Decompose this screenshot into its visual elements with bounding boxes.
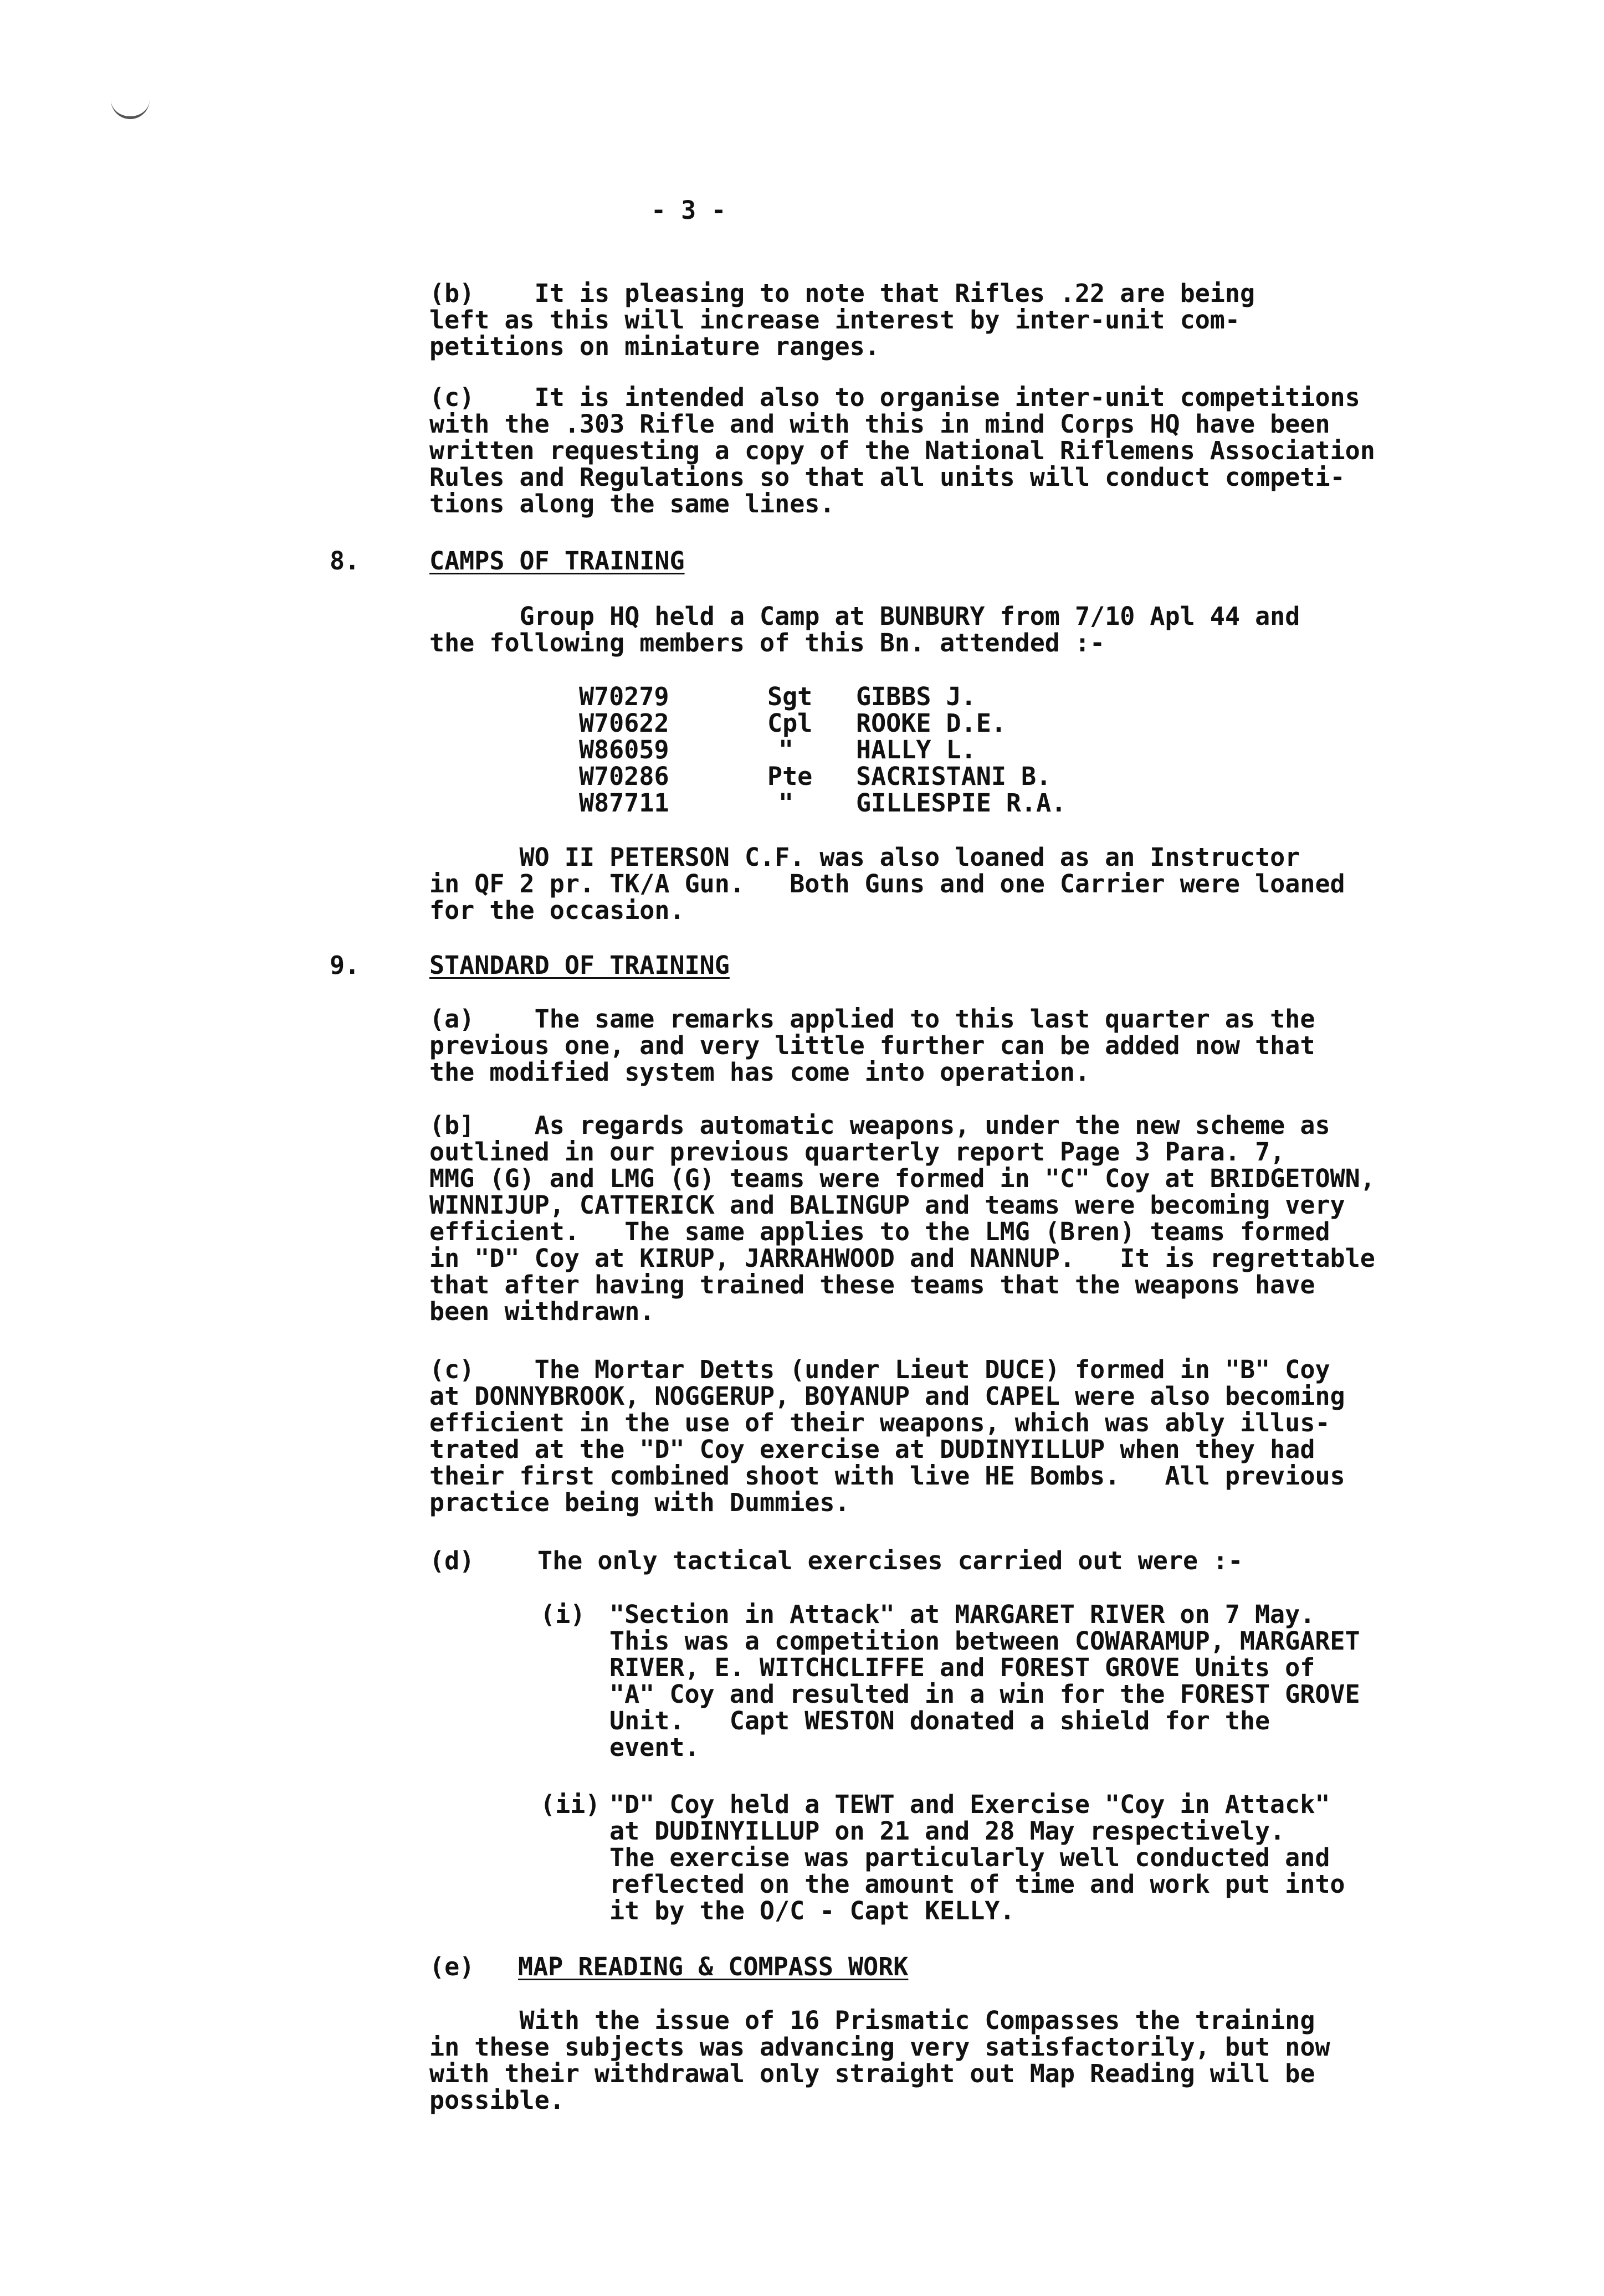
- service-number: W86059: [579, 735, 669, 764]
- text-line: left as this will increase interest by inter-unit com-: [429, 305, 1240, 335]
- text-line: (c) The Mortar Detts (under Lieut DUCE) formed in "B" Coy: [429, 1355, 1330, 1384]
- text-line: the following members of this Bn. attended :-: [429, 628, 1105, 658]
- text-line: Rules and Regulations so that all units will conduct competi-: [429, 463, 1345, 492]
- text-line: event.: [609, 1733, 700, 1762]
- text-line: in QF 2 pr. TK/A Gun. Both Guns and one Carrier were loaned: [429, 869, 1345, 898]
- text-line: been withdrawn.: [429, 1297, 655, 1326]
- text-line: for the occasion.: [429, 896, 685, 925]
- text-line: petitions on miniature ranges.: [429, 332, 880, 361]
- text-line: in "D" Coy at KIRUP, JARRAHWOOD and NANNUP. It is regrettable: [429, 1244, 1375, 1273]
- rank: ": [778, 735, 794, 764]
- text-line: Unit. Capt WESTON donated a shield for the: [609, 1706, 1270, 1735]
- text-line: "A" Coy and resulted in a win for the FOREST GROVE: [609, 1679, 1360, 1709]
- rank: Cpl: [767, 708, 813, 738]
- text-line: at DUDINYILLUP on 21 and 28 May respectively.: [609, 1816, 1285, 1846]
- item-label: (e): [429, 1952, 475, 1981]
- rank: Sgt: [767, 682, 813, 711]
- service-number: W70279: [579, 682, 669, 711]
- text-line: it by the O/C - Capt KELLY.: [609, 1896, 1015, 1925]
- section-number-9: 9.: [330, 951, 360, 980]
- text-line: efficient in the use of their weapons, which was ably illus-: [429, 1408, 1330, 1437]
- section-heading-standard: STANDARD OF TRAINING: [429, 951, 730, 980]
- text-line: (b] As regards automatic weapons, under the new scheme as: [429, 1111, 1330, 1140]
- text-line: RIVER, E. WITCHCLIFFE and FOREST GROVE Units of: [609, 1653, 1315, 1682]
- text-line: efficient. The same applies to the LMG (Bren) teams formed: [429, 1217, 1330, 1246]
- member-name: GILLESPIE R.A.: [856, 788, 1067, 818]
- text-line: reflected on the amount of time and work put into: [609, 1869, 1345, 1899]
- rank: Pte: [767, 762, 813, 791]
- section-heading-camps: CAMPS OF TRAINING: [429, 546, 685, 576]
- text-line: (c) It is intended also to organise inter-unit competitions: [429, 383, 1360, 412]
- service-number: W87711: [579, 788, 669, 818]
- text-line: written requesting a copy of the National Riflemens Association: [429, 436, 1375, 465]
- text-line: previous one, and very little further can be added now that: [429, 1031, 1315, 1060]
- member-name: HALLY L.: [856, 735, 976, 764]
- text-line: Group HQ held a Camp at BUNBURY from 7/10 Apl 44 and: [429, 602, 1300, 631]
- text-line: This was a competition between COWARAMUP, MARGARET: [609, 1626, 1360, 1656]
- rank: ": [778, 788, 794, 818]
- text-line: outlined in our previous quarterly report Page 3 Para. 7,: [429, 1137, 1285, 1167]
- subsection-heading-map-reading: MAP READING & COMPASS WORK: [518, 1952, 909, 1981]
- member-name: GIBBS J.: [856, 682, 976, 711]
- text-line: that after having trained these teams that the weapons have: [429, 1270, 1315, 1299]
- text-line: With the issue of 16 Prismatic Compasses the training: [429, 2006, 1315, 2035]
- text-line: The only tactical exercises carried out were :-: [537, 1546, 1243, 1575]
- item-label: (d): [429, 1546, 475, 1575]
- text-line: possible.: [429, 2086, 565, 2115]
- text-line: (a) The same remarks applied to this last quarter as the: [429, 1004, 1315, 1034]
- text-line: (b) It is pleasing to note that Rifles .22 are being: [429, 279, 1255, 308]
- section-number-8: 8.: [330, 546, 360, 576]
- punch-hole-mark: [111, 78, 150, 119]
- text-line: WINNIJUP, CATTERICK and BALINGUP and teams were becoming very: [429, 1190, 1345, 1220]
- text-line: "D" Coy held a TEWT and Exercise "Coy in Attack": [609, 1790, 1330, 1819]
- text-line: "Section in Attack" at MARGARET RIVER on 7 May.: [609, 1600, 1315, 1629]
- service-number: W70286: [579, 762, 669, 791]
- text-line: with the .303 Rifle and with this in mind Corps HQ have been: [429, 409, 1330, 439]
- text-line: MMG (G) and LMG (G) teams were formed in "C" Coy at BRIDGETOWN,: [429, 1164, 1375, 1193]
- text-line: at DONNYBROOK, NOGGERUP, BOYANUP and CAPEL were also becoming: [429, 1381, 1345, 1411]
- item-label: (ii): [540, 1790, 601, 1819]
- text-line: the modified system has come into operation.: [429, 1057, 1090, 1087]
- page-number: - 3 -: [651, 196, 726, 225]
- member-name: SACRISTANI B.: [856, 762, 1052, 791]
- text-line: The exercise was particularly well conducted and: [609, 1843, 1330, 1872]
- item-label: (i): [540, 1600, 586, 1629]
- text-line: practice being with Dummies.: [429, 1488, 850, 1517]
- text-line: WO II PETERSON C.F. was also loaned as an Instructor: [429, 843, 1300, 872]
- text-line: with their withdrawal only straight out Map Reading will be: [429, 2059, 1315, 2088]
- service-number: W70622: [579, 708, 669, 738]
- member-name: ROOKE D.E.: [856, 708, 1006, 738]
- text-line: trated at the "D" Coy exercise at DUDINYILLUP when they had: [429, 1435, 1315, 1464]
- text-line: their first combined shoot with live HE Bombs. All previous: [429, 1461, 1345, 1491]
- text-line: tions along the same lines.: [429, 489, 835, 518]
- text-line: in these subjects was advancing very satisfactorily, but now: [429, 2032, 1330, 2062]
